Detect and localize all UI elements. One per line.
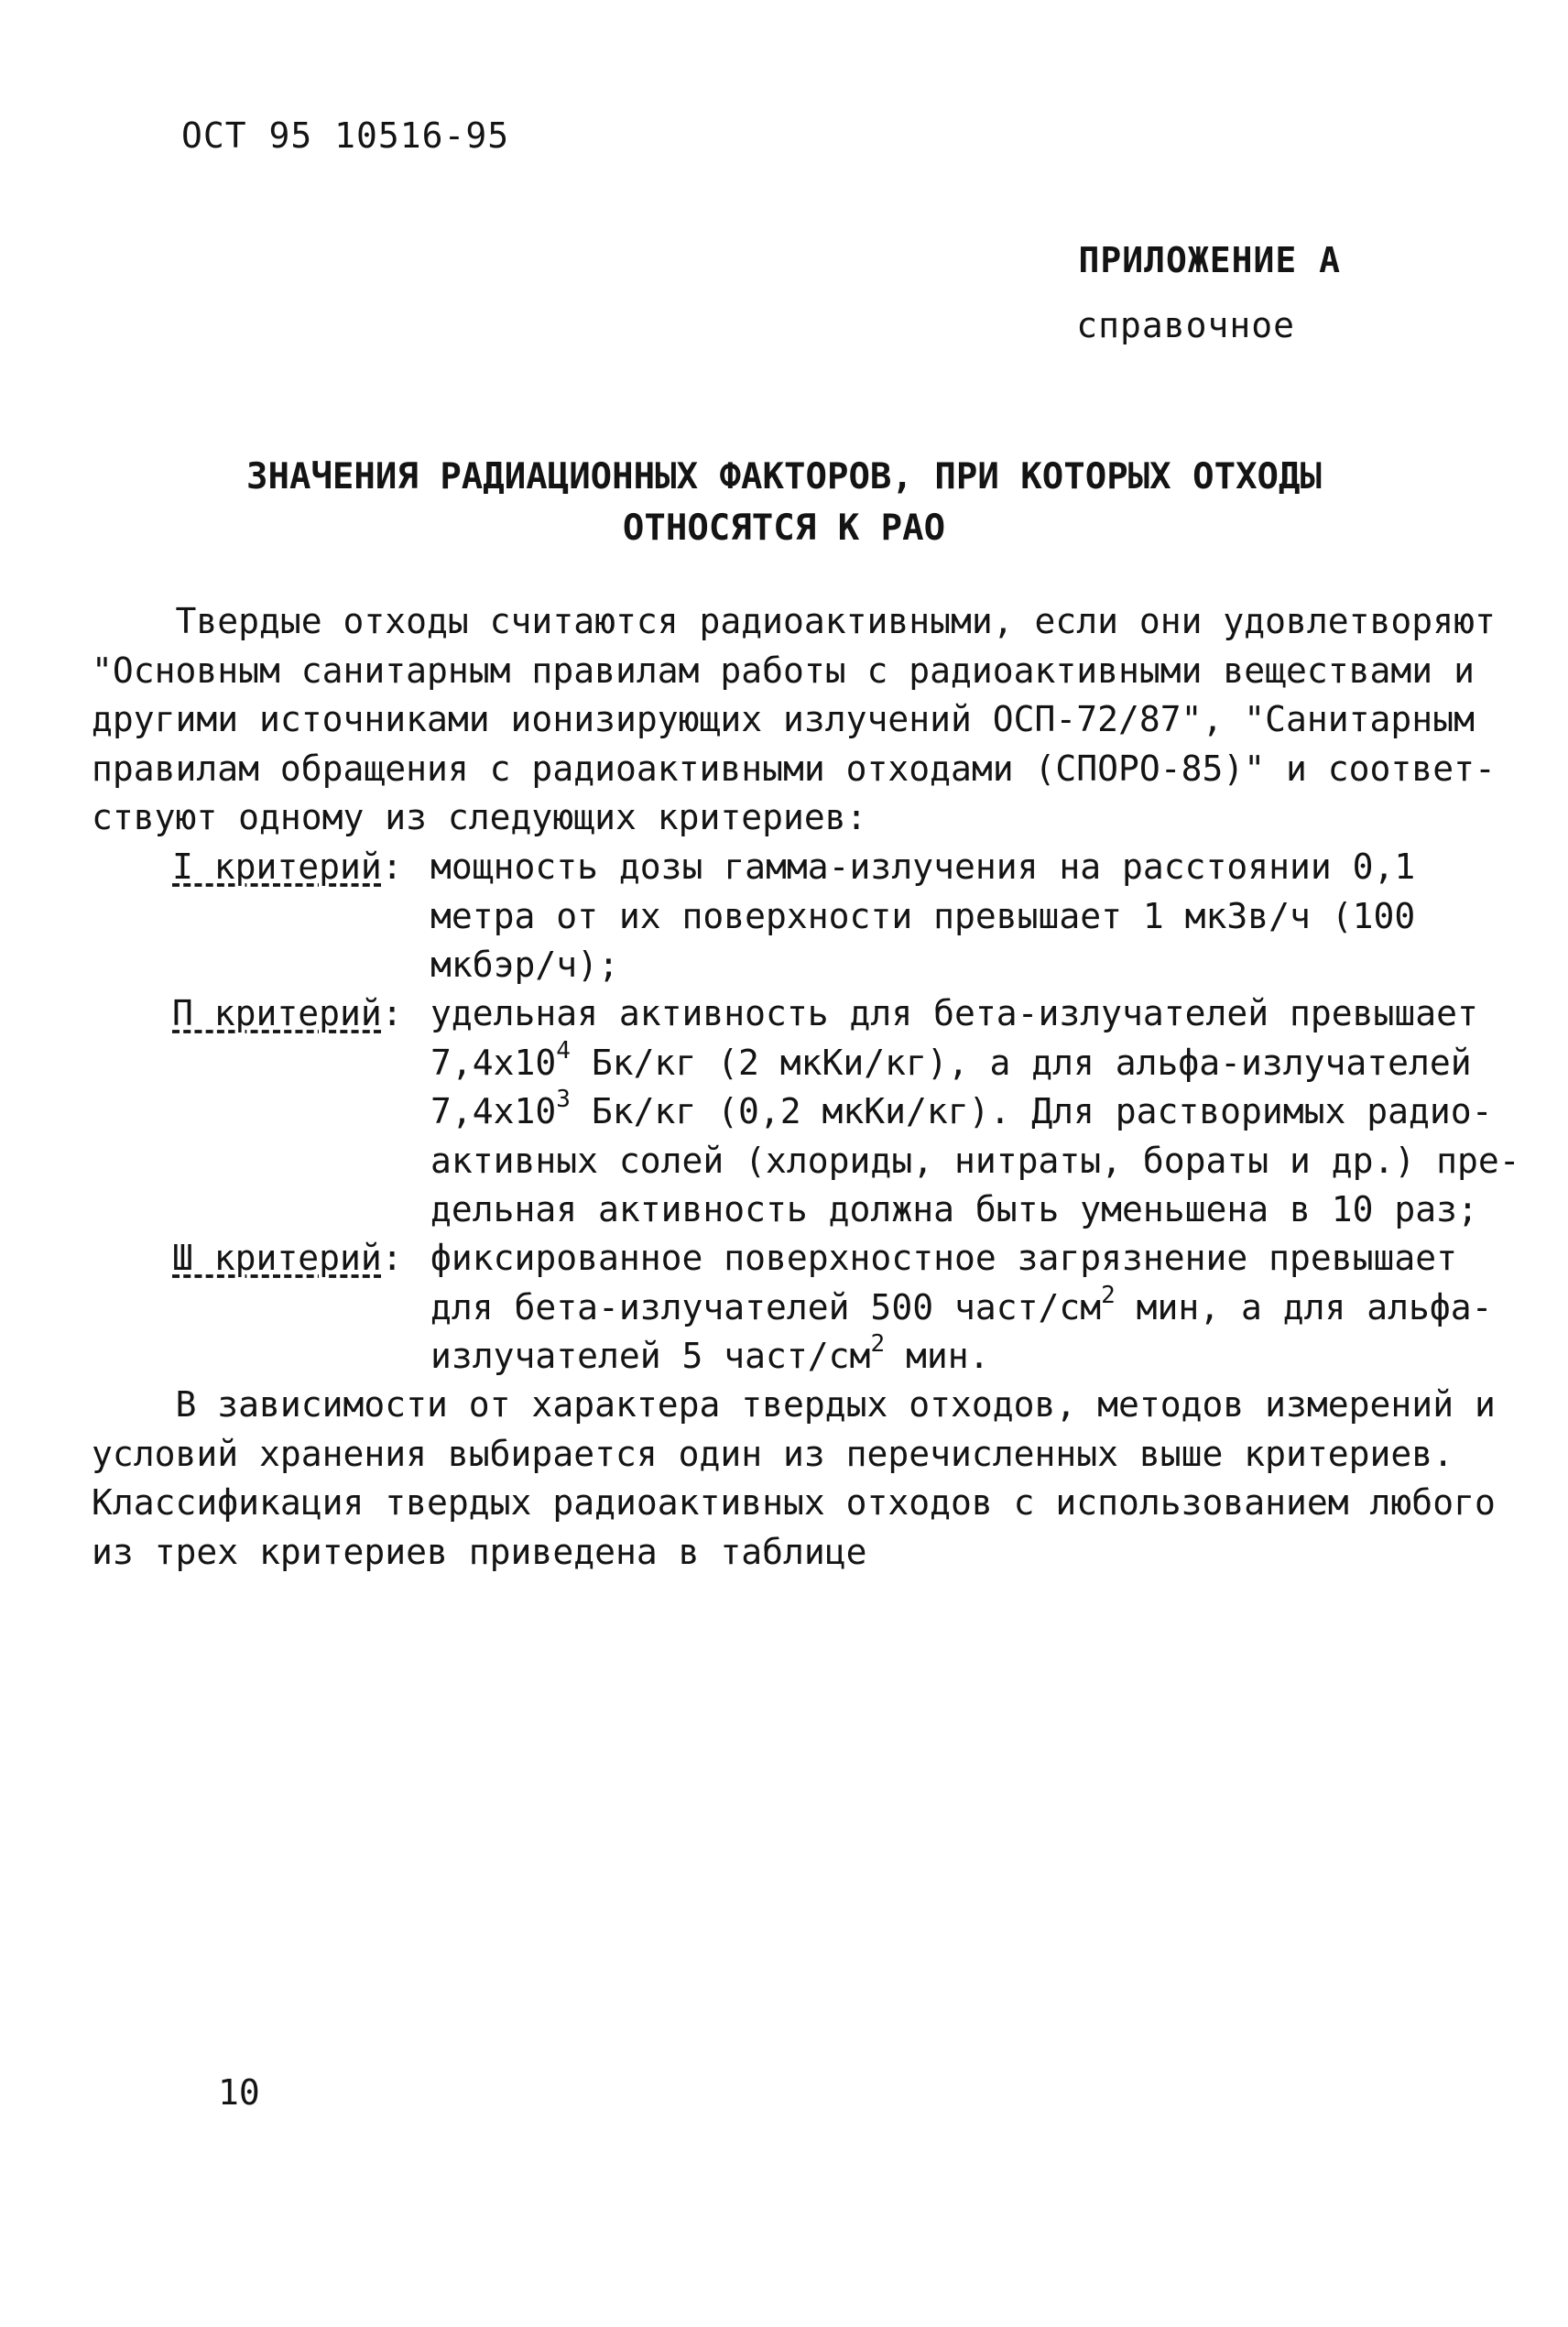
appendix-label: ПРИЛОЖЕНИЕ А — [1078, 240, 1341, 280]
text-line: метра от их поверхности превышает 1 мкЗв/ч (100 — [430, 895, 1416, 936]
text-line: условий хранения выбирается один из перечисленных выше критериев. — [92, 1433, 1454, 1474]
text-line: правилам обращения с радиоактивными отходами (СПОРО-85)" и соответ- — [92, 748, 1496, 789]
text-line: ствуют одному из следующих критериев: — [92, 797, 867, 837]
text-line: Твердые отходы считаются радиоактивными, если они удовлетворяют — [92, 601, 1496, 641]
exponent: 4 — [556, 1036, 571, 1065]
text-line: из трех критериев приведена в таблице — [92, 1531, 867, 1572]
page-number: 10 — [218, 2072, 260, 2113]
text-line: $7,4х10^3$ Бк/кг (0,2 мкКи/кг). Для растворимых радио- — [430, 1086, 1493, 1131]
criterion-text — [430, 1234, 1493, 1382]
text-line: мощность дозы гамма-излучения на расстоянии 0,1 — [430, 847, 1416, 887]
text-line: другими источниками ионизирующих излучений ОСП-72/87", "Санитарным — [92, 699, 1475, 739]
criterion-label: I критерий: — [172, 847, 403, 887]
text-line: удельная активность для бета-излучателей превышает — [430, 993, 1478, 1033]
criterion-text — [430, 843, 1415, 990]
criterion-label: Ш критерий: — [172, 1238, 403, 1278]
exponent: 3 — [556, 1086, 571, 1114]
criterion-label: П критерий: — [172, 993, 403, 1033]
section-title-line: ЗНАЧЕНИЯ РАДИАЦИОННЫХ ФАКТОРОВ, ПРИ КОТОРЫХ ОТХОДЫ — [246, 456, 1322, 497]
exponent: 2 — [1101, 1281, 1116, 1309]
intro-paragraph — [92, 597, 1496, 843]
text-line: излучателей 5 част/$см^2$ мин. — [430, 1330, 990, 1376]
text-line: фиксированное поверхностное загрязнение превышает — [430, 1238, 1458, 1278]
text-line: $7,4х10^4$ Бк/кг (2 мкКи/кг), а для альфа-излучателей — [430, 1036, 1472, 1083]
section-title — [0, 452, 1568, 554]
text-line: В зависимости от характера твердых отходов, методов измерений и — [92, 1384, 1496, 1425]
conclusion-paragraph — [92, 1381, 1496, 1577]
text-line: дельная активность должна быть уменьшена в 10 раз; — [430, 1189, 1478, 1229]
text-line: Классификация твердых радиоактивных отходов с использованием любого — [92, 1482, 1496, 1523]
document-code: ОСТ 95 10516-95 — [181, 115, 510, 156]
text-line: "Основным санитарным правилам работы с радиоактивными веществами и — [92, 650, 1475, 691]
appendix-type: справочное — [1076, 305, 1295, 345]
text-line: мкбэр/ч); — [430, 945, 619, 985]
section-title-line: ОТНОСЯТСЯ К РАО — [622, 508, 946, 549]
criterion-text — [430, 989, 1520, 1235]
text-line: для бета-излучателей 500 част/$см^2$ мин, а для альфа- — [430, 1281, 1493, 1327]
exponent: 2 — [870, 1330, 886, 1359]
text-line: активных солей (хлориды, нитраты, бораты и др.) пре- — [430, 1140, 1520, 1181]
